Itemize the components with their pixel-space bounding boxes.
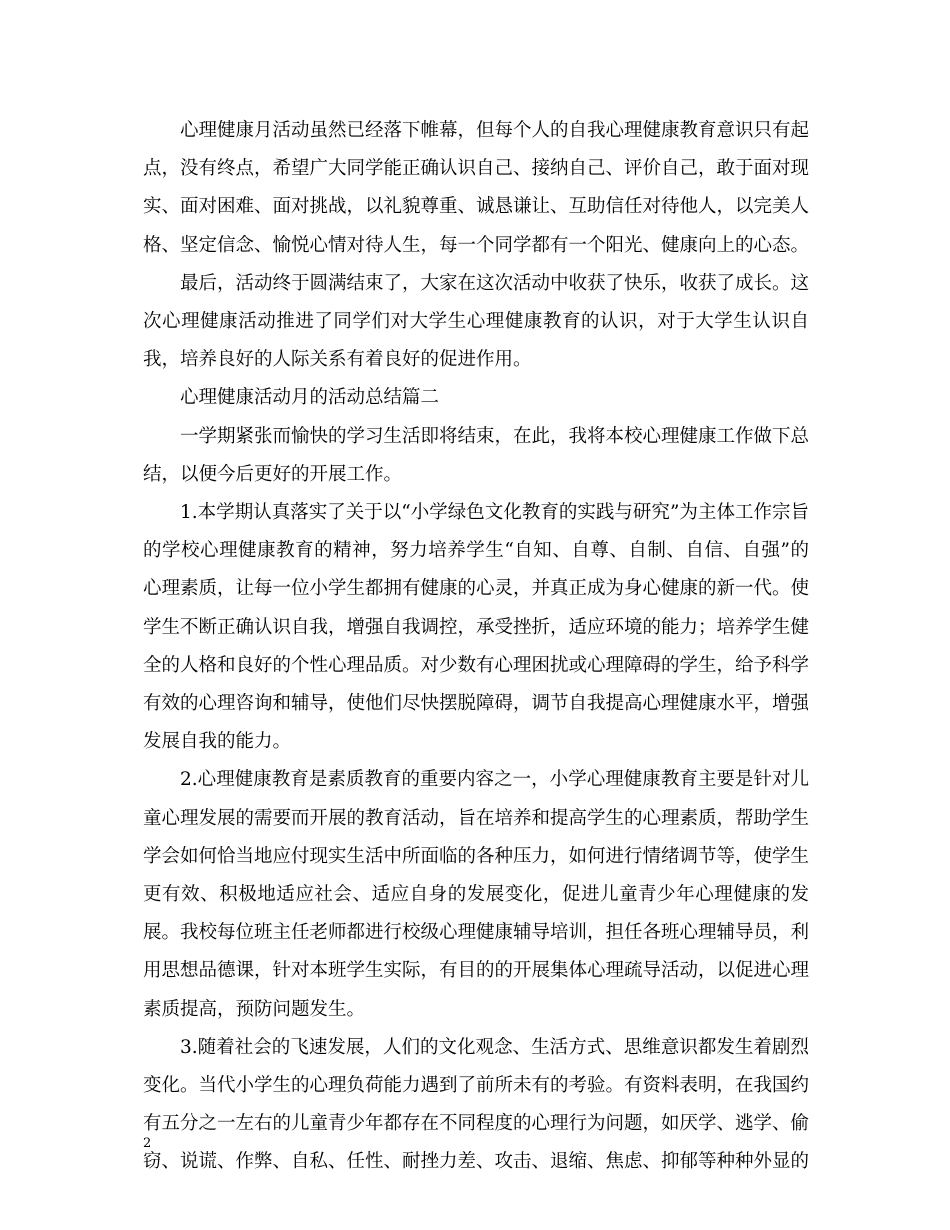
paragraph-point-2: 2.心理健康教育是素质教育的重要内容之一，小学心理健康教育主要是针对儿童心理发展的需要而开展的教育活动，旨在培养和提高学生的心理素质，帮助学生学会如何恰当地应付现实生活中所面临的各种压力，如何进行情绪调节等，使学生更有效、积极地适应社会、适应自身的发展变化，促进儿童青少年心理健康的发展。我校每位班主任老师都进行校级心理健康辅导培训，担任各班心理辅导员，利用思想品德课，针对本班学生实际，有目的的开展集体心理疏导活动，以促进心理素质提高，预防问题发生。: [143, 769, 810, 1020]
paragraph-semester-intro: 一学期紧张而愉快的学习生活即将结束，在此，我将本校心理健康工作做下总结，以便今后更好的开展工作。: [143, 425, 810, 485]
paragraph-point-1: 1.本学期认真落实了关于以“小学绿色文化教育的实践与研究”为主体工作宗旨的学校心理健康教育的精神，努力培养学生“自知、自尊、自制、自信、自强”的心理素质，让每一位小学生都拥有健康的心灵，并真正成为身心健康的新一代。使学生不断正确认识自我，增强自我调控，承受挫折，适应环境的能力；培养学生健全的人格和良好的个性心理品质。对少数有心理困扰或心理障碍的学生，给予科学有效的心理咨询和辅导，使他们尽快摆脱障碍，调节自我提高心理健康水平，增强发展自我的能力。: [143, 502, 810, 753]
paragraph-point-3: 3.随着社会的飞速发展，人们的文化观念、生活方式、思维意识都发生着剧烈变化。当代小学生的心理负荷能力遇到了前所未有的考验。有资料表明，在我国约有五分之一左右的儿童青少年都存在不同程度的心理行为问题，如厌学、逃学、偷窃、说谎、作弊、自私、任性、耐挫力差、攻击、退缩、焦虑、抑郁等种种外显的: [143, 1036, 810, 1173]
section-heading-part-two: 心理健康活动月的活动总结篇二: [180, 387, 440, 409]
paragraph-health-month-closing: 心理健康月活动虽然已经落下帷幕，但每个人的自我心理健康教育意识只有起点，没有终点，希望广大同学能正确认识自己、接纳自己、评价自己，敢于面对现实、面对困难、面对挑战，以礼貌尊重、诚恳谦让、互助信任对待他人，以完美人格、坚定信念、愉悦心情对待人生，每一个同学都有一个阳光、健康向上的心态。: [143, 120, 810, 256]
paragraph-activity-end: 最后，活动终于圆满结束了，大家在这次活动中收获了快乐，收获了成长。这次心理健康活动推进了同学们对大学生心理健康教育的认识，对于大学生认识自我，培养良好的人际关系有着良好的促进作用。: [143, 272, 810, 371]
page-number: 2: [143, 1136, 152, 1151]
document-body: [143, 112, 809, 1182]
